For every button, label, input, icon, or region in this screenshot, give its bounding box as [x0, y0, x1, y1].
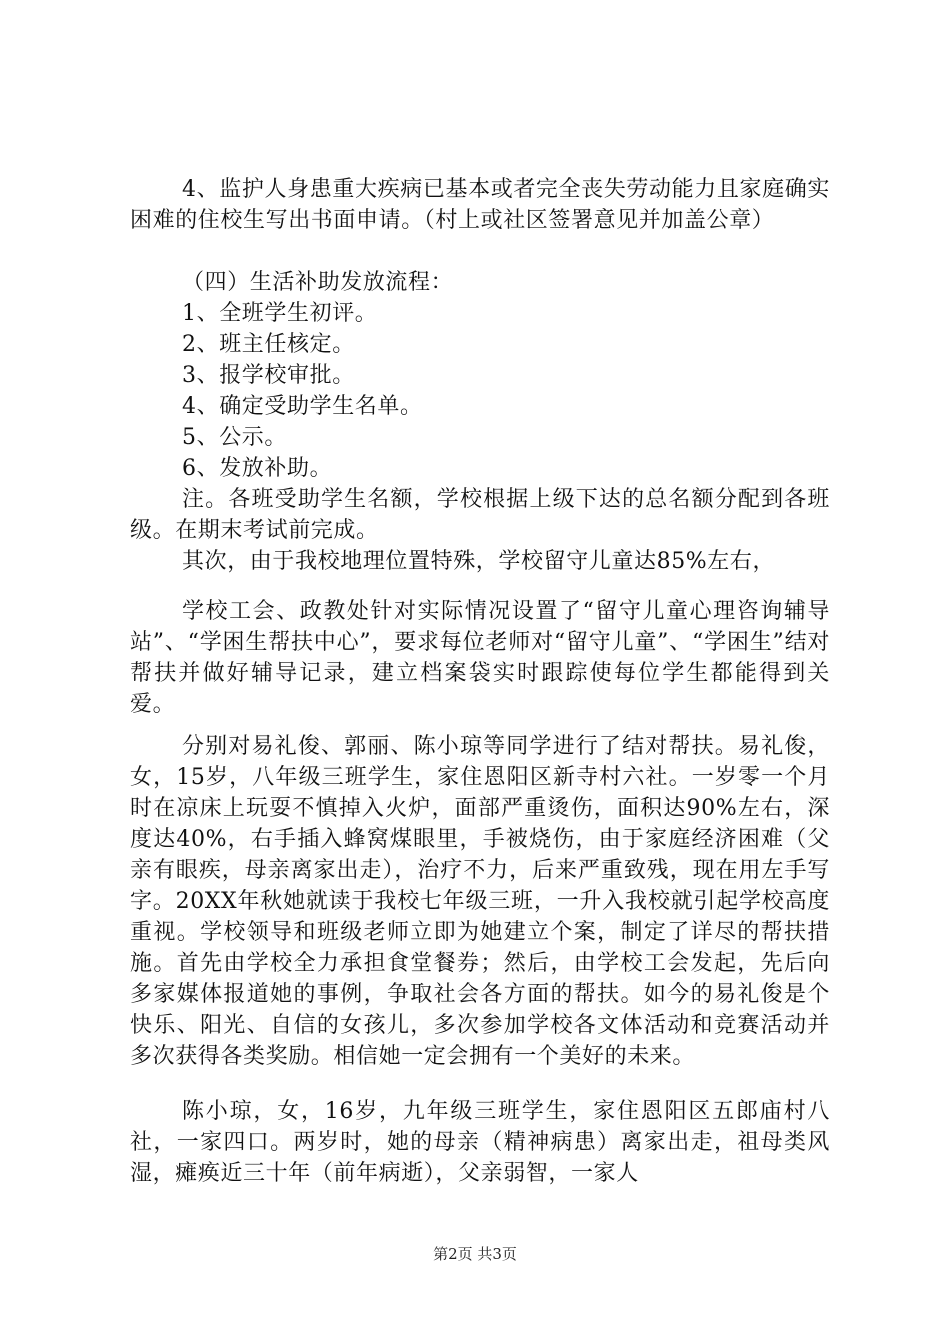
- paragraph-chen-xiaoqiong: 陈小琼，女，16岁，九年级三班学生，家住恩阳区五郎庙村八社，一家四口。两岁时，她的母亲（精神病患）离家出走，祖母类风湿，瘫痪近三十年（前年病逝），父亲弱智，一家人: [130, 1099, 830, 1186]
- page-number-footer: 第2页 共3页: [433, 1245, 517, 1263]
- step-item-2: 2、班主任核定。: [182, 332, 355, 357]
- step-item-5: 5、公示。: [182, 425, 287, 450]
- paragraph-left-behind-children-intro: 其次，由于我校地理位置特殊，学校留守儿童达85%左右，: [182, 549, 776, 574]
- step-item-3: 3、报学校审批。: [182, 363, 355, 388]
- section-heading-distribution-process: （四）生活补助发放流程：: [182, 270, 454, 295]
- paragraph-guardian-illness: 4、监护人身患重大疾病已基本或者完全丧失劳动能力且家庭确实困难的住校生写出书面申请。（村上或社区签署意见并加盖公章）: [130, 177, 830, 233]
- step-item-1: 1、全班学生初评。: [182, 301, 378, 326]
- step-item-6: 6、发放补助。: [182, 456, 333, 481]
- note-paragraph: 注。各班受助学生名额，学校根据上级下达的总名额分配到各班级。在期末考试前完成。: [130, 487, 830, 543]
- paragraph-yi-lijun: 分别对易礼俊、郭丽、陈小琼等同学进行了结对帮扶。易礼俊，女，15岁，八年级三班学生，家住恩阳区新寺村六社。一岁零一个月时在凉床上玩耍不慎掉入火炉，面部严重烫伤，面积达90%左右，深度达40%，右手插入蜂窝煤眼里，手被烧伤，由于家庭经济困难（父亲有眼疾，母亲离家出走），治疗不力，后来严重致残，现在用左手写字。20XX年秋她就读于我校七年级三班，一升入我校就引起学校高度重视。学校领导和班级老师立即为她建立个案，制定了详尽的帮扶措施。首先由学校全力承担食堂餐券；然后，由学校工会发起，先后向多家媒体报道她的事例，争取社会各方面的帮扶。如今的易礼俊是个快乐、阳光、自信的女孩儿，多次参加学校各文体活动和竞赛活动并多次获得各类奖励。相信她一定会拥有一个美好的未来。: [130, 734, 830, 1069]
- step-item-4: 4、确定受助学生名单。: [182, 394, 423, 419]
- paragraph-support-stations: 学校工会、政教处针对实际情况设置了“留守儿童心理咨询辅导站”、“学困生帮扶中心”，要求每位老师对“留守儿童”、“学困生”结对帮扶并做好辅导记录，建立档案袋实时跟踪使每位学生都能得到关爱。: [130, 599, 830, 717]
